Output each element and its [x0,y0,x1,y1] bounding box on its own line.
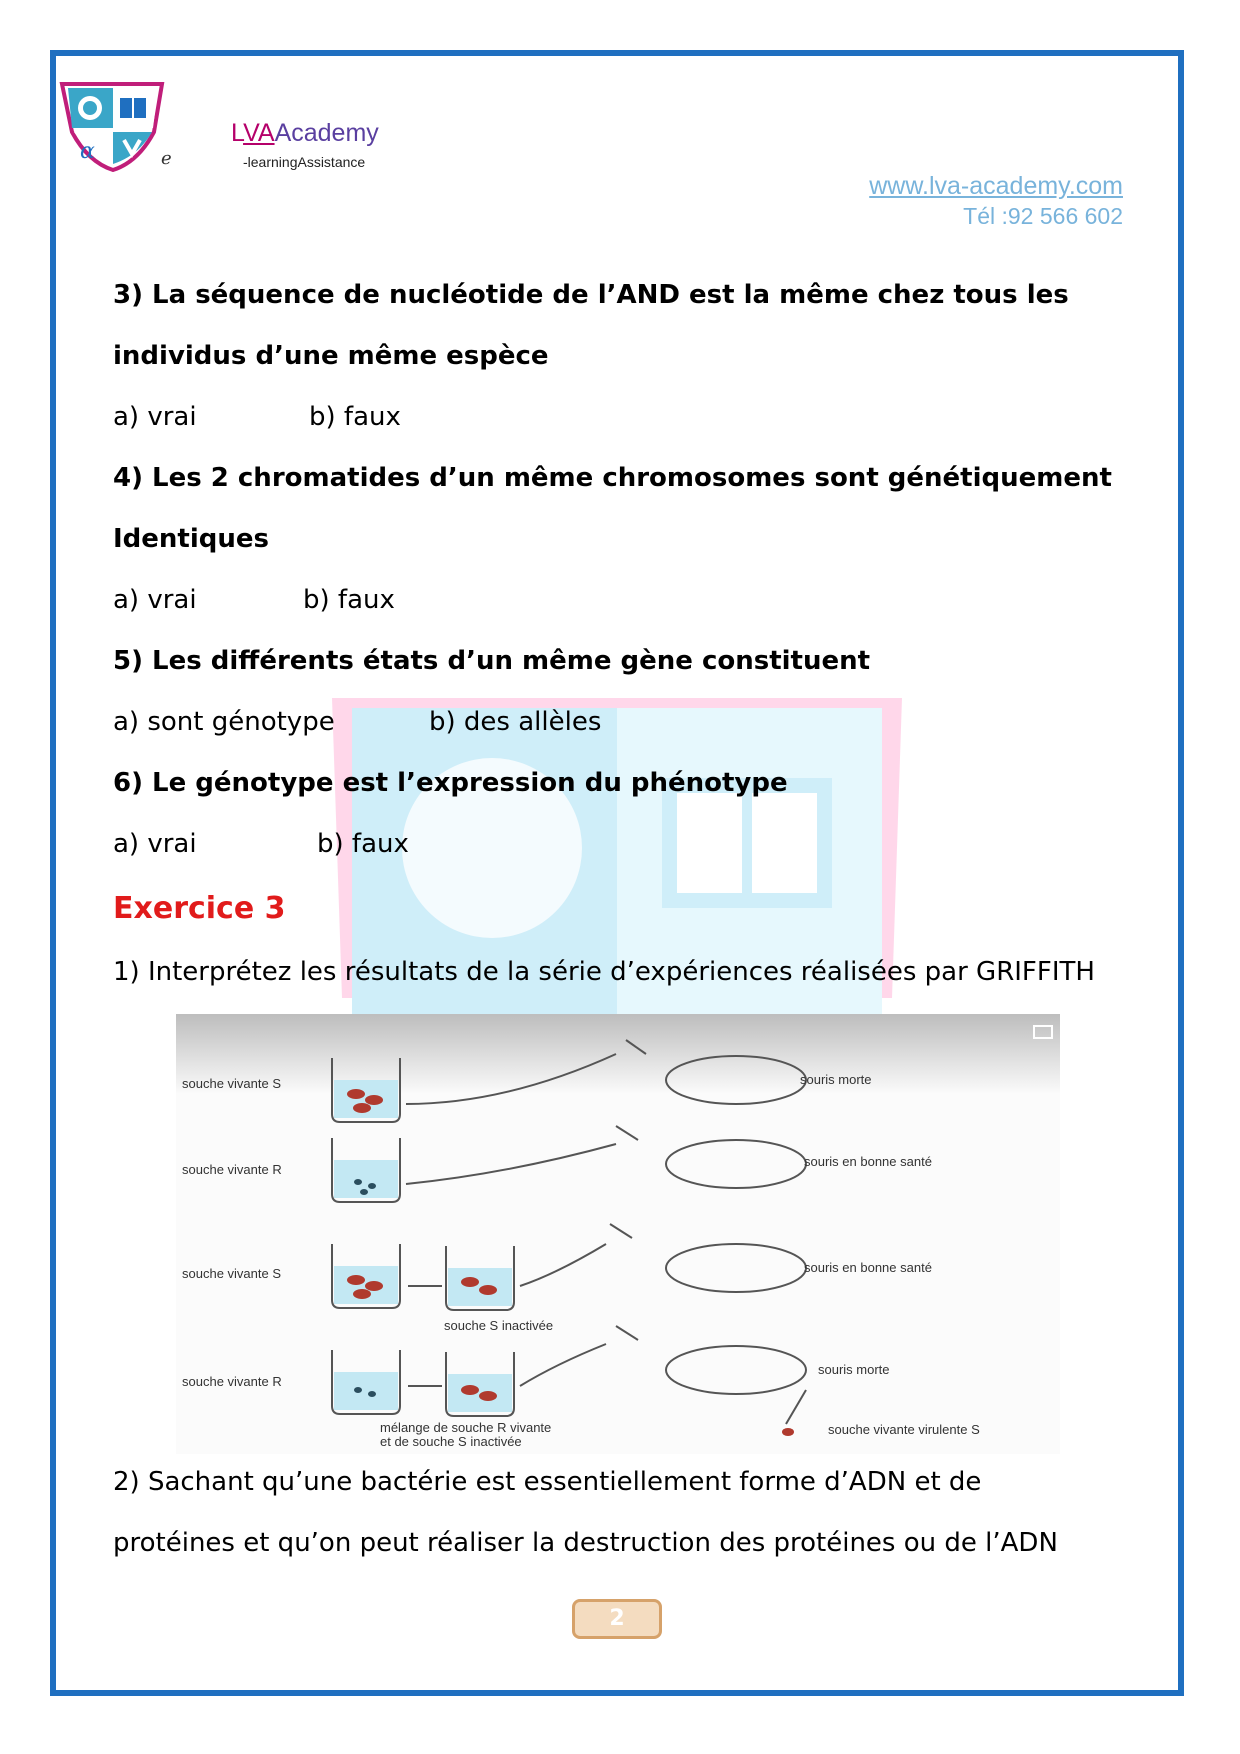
logo-letter: e [161,148,172,169]
option-b[interactable]: b) faux [317,829,409,859]
figure-label: mélange de souche R vivante [380,1420,552,1435]
question-4-line-2: Identiques [113,524,269,554]
brand-name: LVAAcademy [231,119,379,147]
griffith-experiment-figure [176,1014,1060,1454]
question-3-line-2: individus d’une même espèce [113,341,549,371]
option-a[interactable]: a) sont génotype [113,707,335,737]
option-b[interactable]: b) faux [309,402,401,432]
figure-label: souche vivante R [182,1374,282,1389]
option-a[interactable]: a) vrai [113,829,197,859]
figure-label: souche vivante virulente S [828,1422,980,1437]
question-4-options [113,585,713,615]
option-a[interactable]: a) vrai [113,585,197,615]
figure-label: souche vivante S [182,1076,282,1091]
figure-label: souris en bonne santé [804,1154,932,1169]
figure-label: souche vivante R [182,1162,282,1177]
question-4-line-1: 4) Les 2 chromatides d’un même chromosomes sont génétiquement [113,463,1112,493]
exercise-question-2-line-1: 2) Sachant qu’une bactérie est essentiellement forme d’ADN et de [113,1467,982,1497]
brand-tagline: -learningAssistance [243,154,366,170]
question-3-options [113,402,713,432]
figure-label: souche vivante S [182,1266,282,1281]
phone-number: Tél :92 566 602 [963,203,1123,229]
option-b[interactable]: b) des allèles [429,707,602,737]
question-5-line-1: 5) Les différents états d’un même gène constituent [113,646,871,676]
option-b[interactable]: b) faux [303,585,395,615]
exercise-question-2-line-2: protéines et qu’on peut réaliser la destruction des protéines ou de l’ADN [113,1528,1058,1558]
figure-label: souris en bonne santé [804,1260,932,1275]
question-3-line-1: 3) La séquence de nucléotide de l’AND est la même chez tous les [113,280,1069,310]
question-6-line-1: 6) Le génotype est l’expression du phénotype [113,768,788,798]
svg-text:α: α [80,139,95,164]
page-number: 2 [572,1599,662,1639]
figure-label: et de souche S inactivée [380,1434,522,1449]
figure-label: souche S inactivée [444,1318,554,1333]
question-6-options [113,829,713,859]
figure-illustration-icon [176,1014,1060,1454]
option-a[interactable]: a) vrai [113,402,197,432]
figure-label: souris morte [800,1072,872,1087]
question-5-options [113,707,813,737]
exercise-title: Exercice 3 [113,891,286,926]
figure-label: souris morte [818,1362,890,1377]
exercise-question-1: 1) Interprétez les résultats de la série d’expériences réalisées par GRIFFITH [113,957,1095,987]
website-link[interactable]: www.lva-academy.com [869,172,1123,200]
lva-logo-icon [58,80,168,172]
